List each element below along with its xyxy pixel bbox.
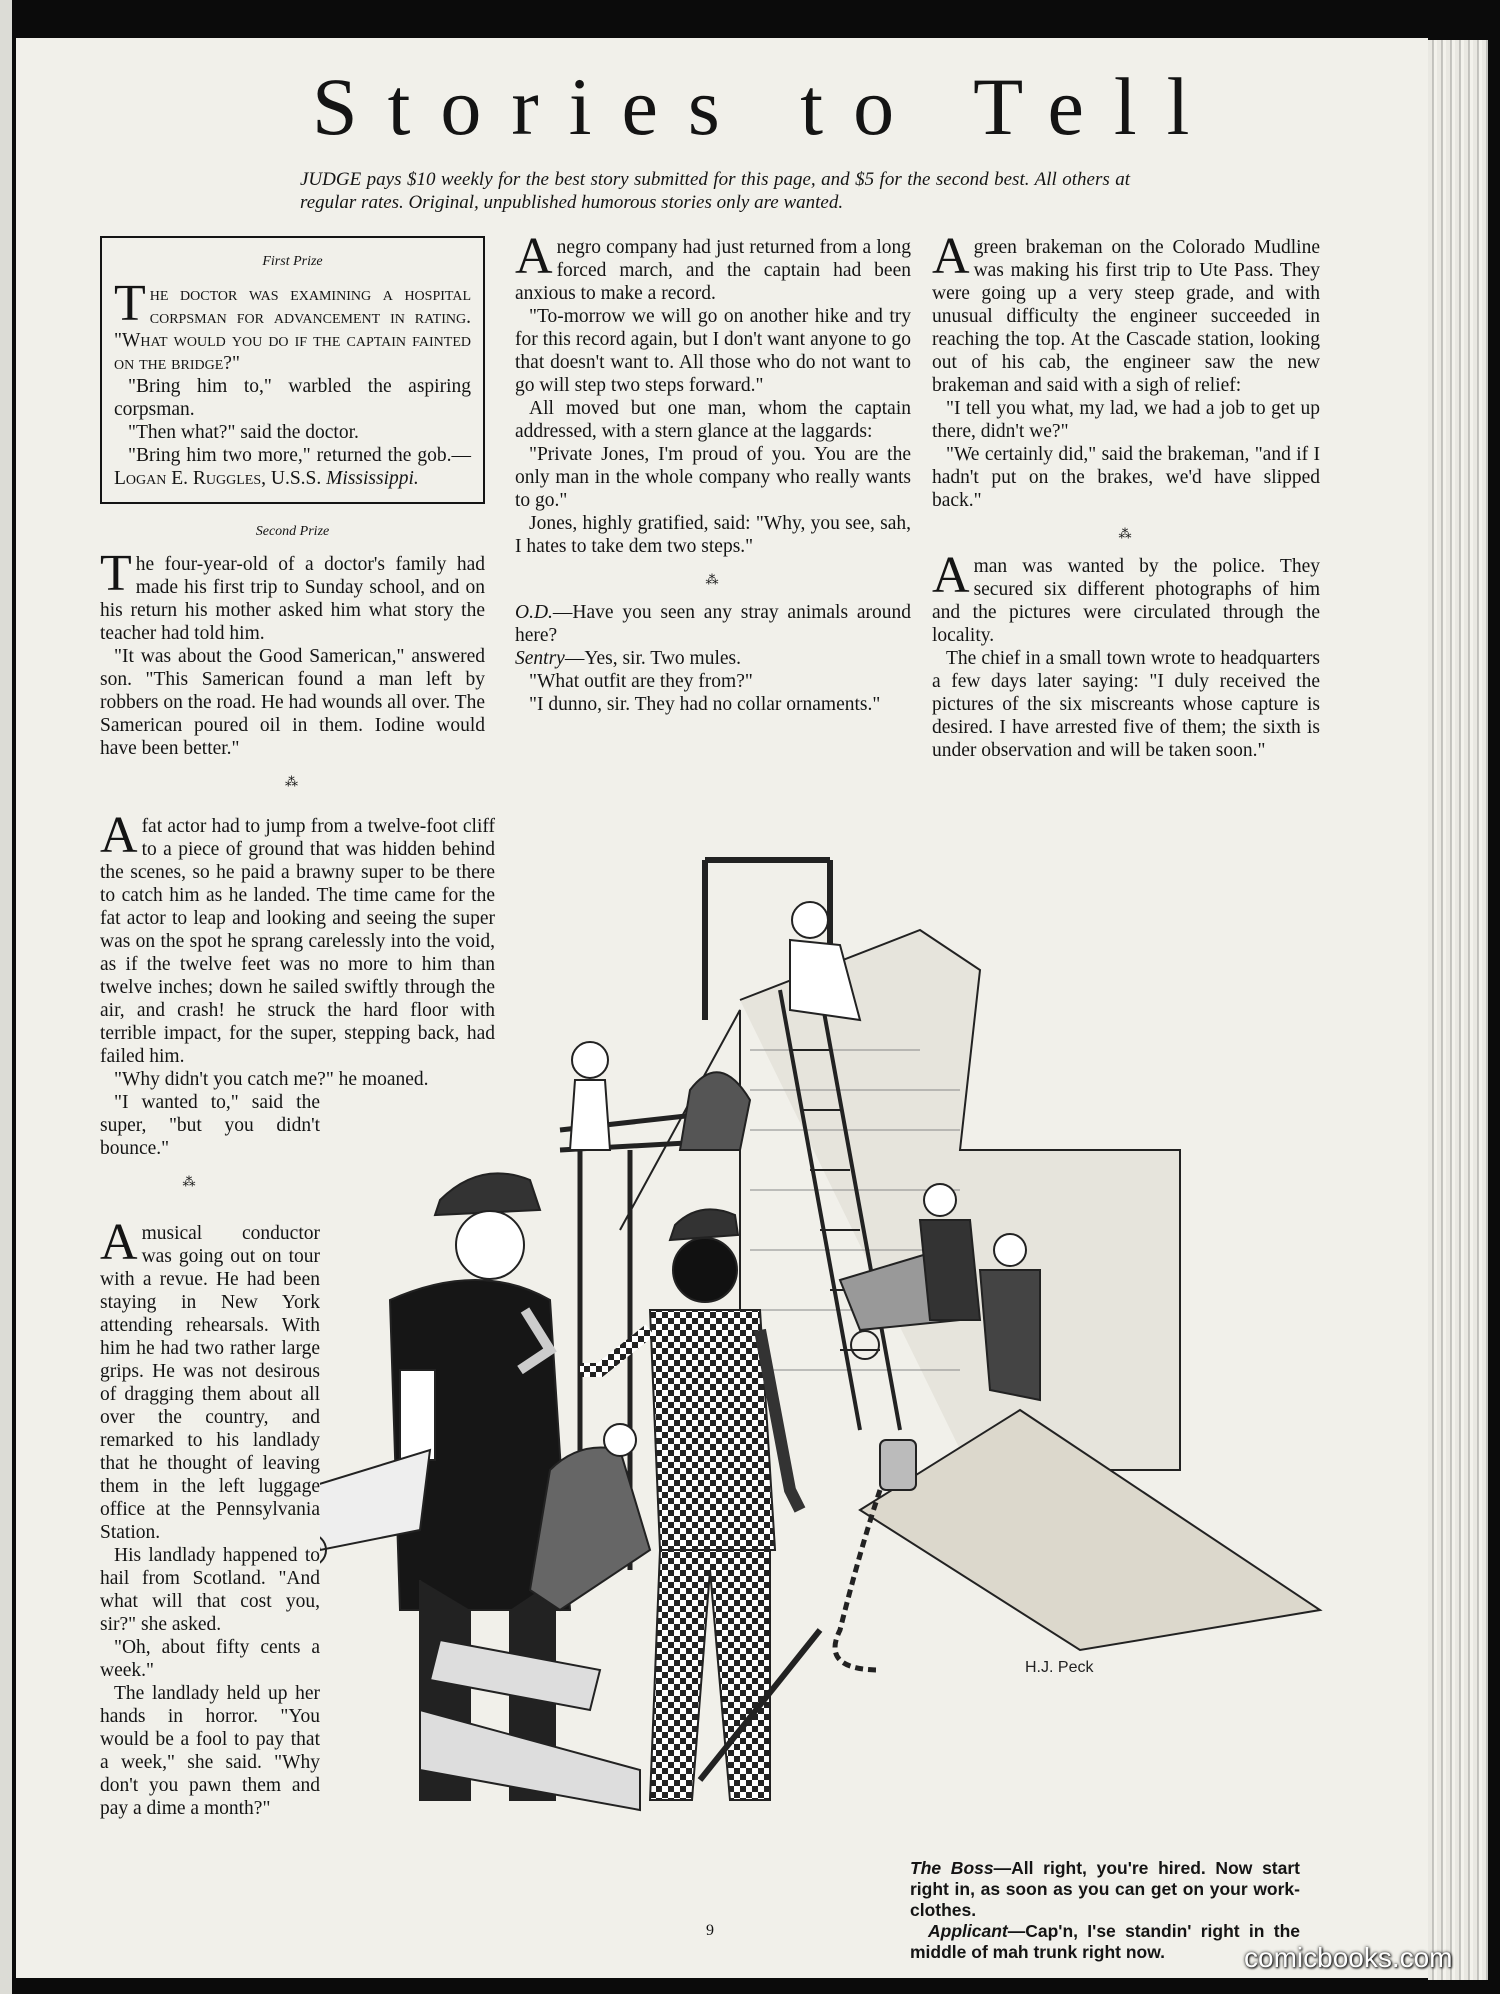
ornament: ⁂ [182,1174,198,1189]
cartoon-illustration [320,850,1340,1850]
column-1: First Prize The doctor was examining a hospital corpsman for advancement in rating. "What would you do if the captain fainted on the bridge?" "Bring him to," warbled the aspiring corpsman. "Then what?" said the doctor. "Bring him two more," returned the gob.— Logan E. Ruggles, U.S.S. Mississippi. Second Prize The four-year-old of a doctor's family had made his first trip to Sunday school, and on his return his mother asked him what story the teacher had told him. "It was about the Good Samerican," answered son. "This Samerican found a man left by robbers on the road. He had wounds all over. The Samerican poured oil in them. Iodine would have been better." ⁂ [100,236,485,803]
ornament: ⁂ [1118,526,1134,541]
column-3: Agreen brakeman on the Colorado Mudline was making his first trip to Ute Pass. They were going up a very steep grade, and with unusual difficulty the engineer succeeded in reaching the top. At the Cascade station, looking out of his cab, the engineer saw the new brakeman and said with a sigh of relief: "I tell you what, my lad, we had a job to get up there, didn't we?" "We certainly did," said the brakeman, "and if I hadn't put on the brakes, we'd have slipped back." ⁂ Aman was wanted by the police. They secured six different photographs of him and the pictures were circulated through the locality. The chief in a small town wrote to headquarters a few days later saying: "I duly received the pictures of the six miscreants whose capture is desired. I have arrested five of them; the sixth is under observation and will be taken soon." [932,228,1320,761]
chain [835,1490,880,1670]
binding-edge [0,0,12,1994]
barrel [880,1440,916,1490]
ornament: ⁂ [705,572,721,587]
ornament: ⁂ [285,774,300,789]
page-subtitle: JUDGE pays $10 weekly for the best story submitted for this page, and $5 for the second best. All others at regular rates. Original, unpublished humorous stories only are wanted. [300,169,1130,213]
first-prize-story: The doctor was examining a hospital corpsman for advancement in rating. "What would you do if the captain fainted on the bridge?" [114,275,471,374]
second-prize-label: Second Prize [255,524,330,539]
cartoon-caption: The Boss—All right, you're hired. Now start right in, as soon as you can get on your work-clothes. Applicant—Cap'n, I'se standin' right in the middle of mah trunk right now. [910,1858,1300,1962]
first-prize-label: First Prize [262,254,323,269]
story-fat-actor: Afat actor had to jump from a twelve-foot cliff to a piece of ground that was hidden behind the scenes, so he paid a brawny super to be there to catch him as he landed. The time came for the fat actor to leap and looking and seeing the super was on the spot he sprang carelessly into the void, as if the twelve feet was no more to him than twelve inches; down he sailed swiftly through the air, and crash! he struck the hard floor with terrible impact, for the super, stepping back, had failed him. "Why didn't you catch me?" he moaned. "I wanted to," said the super, "but you didn't bounce." ⁂ [100,815,495,1203]
first-prize-author: Logan E. Ruggles, [114,468,266,489]
second-prize-story: The four-year-old of a doctor's family had made his first trip to Sunday school, and on his return his mother asked him what story the teacher had told him. [100,545,485,644]
story-police: Aman was wanted by the police. They secured six different photographs of him and the pictures were circulated through the locality. [932,547,1320,646]
story-od-sentry: O.D.—Have you seen any stray animals around here? [515,602,911,646]
story-negro-company: Anegro company had just returned from a long forced march, and the captain had been anxious to make a record. [515,228,911,304]
page-number: 9 [706,1922,714,1939]
page-title: Stories to Tell [312,61,1220,152]
first-prize-box: First Prize The doctor was examining a hospital corpsman for advancement in rating. "What would you do if the captain fainted on the bridge?" "Bring him to," warbled the aspiring corpsman. "Then what?" said the doctor. "Bring him two more," returned the gob.— Logan E. Ruggles, U.S.S. Mississippi. [100,236,485,504]
story-brakeman: Agreen brakeman on the Colorado Mudline was making his first trip to Ute Pass. They were going up a very steep grade, and with unusual difficulty the engineer succeeded in reaching the top. At the Cascade station, looking out of his cab, the engineer saw the new brakeman and said with a sigh of relief: [932,228,1320,396]
column-2: Anegro company had just returned from a long forced march, and the captain had been anxious to make a record. "To-morrow we will go on another hike and try for this record again, but I don't want anyone to go that doesn't want to. All those who do not want to go will step two steps forward." All moved but one man, whom the captain addressed, with a stern glance at the laggards: "Private Jones, I'm proud of you. You are the only man in the whole company who really wants to go." Jones, highly gratified, said: "Why, you see, sah, I hates to take dem two steps." ⁂ O.D.—Have you seen any stray animals around here? Sentry—Yes, sir. Two mules. "What outfit are they from?" "I dunno, sir. They had no collar ornaments." [515,228,911,715]
story-musical-conductor: Amusical conductor was going out on tour with a revue. He had been staying in New York attending rehearsals. With him he had two rather large grips. He was not desirous of dragging them about all over the country, and remarked to his landlady that he thought of leaving them in the left luggage office at the Pennsylvania Station. His landlady happened to hail from Scotland. "And what will that cost you, sir?" she asked. "Oh, about fifty cents a week." The landlady held up her hands in horror. "You would be a fool to pay that a week," she said. "Why don't you pawn them and pay a dime a month?" [100,1214,320,1819]
watermark: comicbooks.com [1244,1942,1453,1973]
illustrator-signature: H.J. Peck [1025,1659,1094,1676]
page-edges [1428,40,1488,1980]
